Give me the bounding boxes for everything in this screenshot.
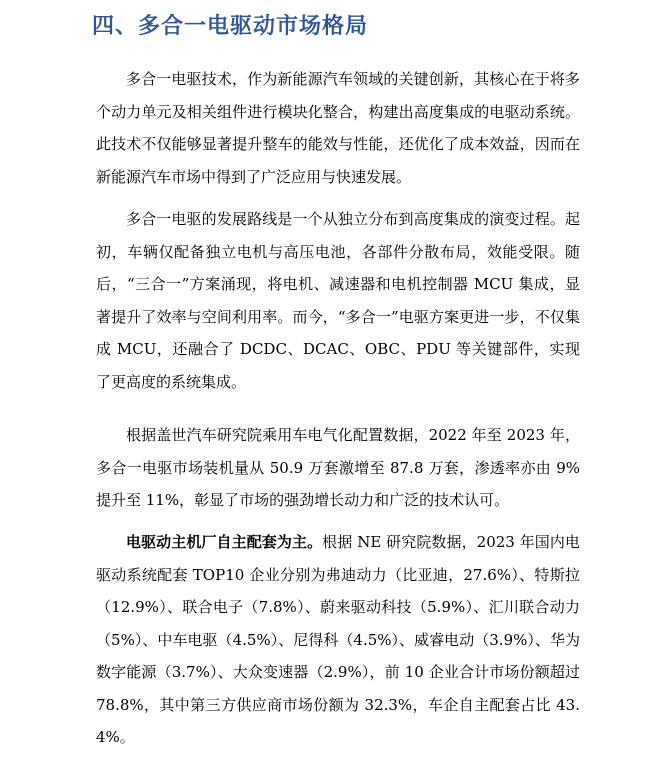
paragraph-top10-suppliers: 根据 NE 研究院数据，2023 年国内电驱动系统配套 TOP10 企业分别为弗迪动力（比亚迪，27.6%）、特斯拉（12.9%）、联合电子（7.8%）、蔚来驱动科技（5.9%）、汇川联合动力（5%）、中车电驱（4.5%）、尼得科（4.5%）、威睿电动（3.9%）、华为数字能源（3.7%）、大众变速器（2.9%），前 10 企业合计市场份额超过 78.8%，其中第三方供应商市场份额为 32.3%，车企自主配套占比 43.4%。 <box>96 533 580 746</box>
section-heading: 四、多合一电驱动市场格局 <box>92 14 369 39</box>
paragraph-technology-overview: 多合一电驱技术，作为新能源汽车领域的关键创新，其核心在于将多个动力单元及相关组件进行模块化整合，构建出高度集成的电驱动系统。此技术不仅能够显著提升整车的能效与性能，还优化了成本效益，因而在新能源汽车市场中得到了广泛应用与快速发展。 <box>96 70 580 186</box>
paragraph-market-volume: 根据盖世汽车研究院乘用车电气化配置数据，2022 年至 2023 年，多合一电驱市场装机量从 50.9 万套激增至 87.8 万套，渗透率亦由 9%提升至 11%，彰显了市场的强劲增长动力和广泛的技术认可。 <box>96 426 580 509</box>
paragraph-development-route: 多合一电驱的发展路线是一个从独立分布到高度集成的演变过程。起初，车辆仅配备独立电机与高压电池，各部件分散布局，效能受限。随后，“三合一”方案涌现，将电机、减速器和电机控制器 MCU 集成，显著提升了效率与空间利用率。而今，“多合一”电驱方案更进一步，不仅集成 MCU，还融合了 DCDC、DCAC、OBC、PDU 等关键部件，实现了更高度的系统集成。 <box>96 210 580 391</box>
paragraph-bold-lead: 电驱动主机厂自主配套为主。 <box>126 533 323 551</box>
paragraph-oem-supply <box>96 526 580 754</box>
